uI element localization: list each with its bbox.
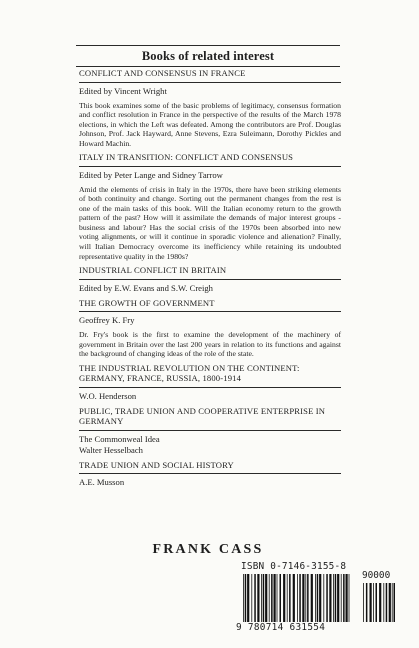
header-title: Books of related interest [141, 49, 275, 63]
book-byline: Edited by Peter Lange and Sidney Tarrow [79, 169, 223, 180]
barcode-bar [346, 574, 348, 622]
barcode-bar [392, 583, 393, 622]
book-title: CONFLICT AND CONSENSUS IN FRANCE [79, 68, 246, 78]
barcode-bar [305, 574, 306, 622]
isbn-number: ISBN 0-7146-3155-8 [241, 561, 347, 572]
barcode-bar [274, 574, 276, 622]
ean-barcode [242, 574, 352, 622]
book-entry [79, 298, 341, 359]
barcode-bar [277, 574, 278, 622]
book-title-rule [79, 473, 341, 474]
barcode-bar [337, 574, 339, 622]
addon-digits: 90000 [362, 570, 391, 581]
book-byline: Geoffrey K. Fry [79, 315, 135, 326]
barcode-bar [341, 574, 342, 622]
barcode-bar [271, 574, 273, 622]
barcode-bar [280, 574, 282, 622]
book-title: ITALY IN TRANSITION: CONFLICT AND CONSENSUS [79, 152, 294, 163]
book-title-rule [79, 279, 341, 280]
book-title: THE GROWTH OF GOVERNMENT [79, 297, 215, 308]
book-description: Amid the elements of crisis in Italy in the 1970s, there have been striking elements of both continuity and change. Sorting out the permanent changes from the rest is one of the main tasks of this book. Will the Italian economy return to the growth pattern of the past? How will it assimilate the demands of major interest groups - business and labour? Has the social crisis of the 1970s been absorbed into new voting alignments, or will it continue in sporadic violence and alienation? Finally, will Italian Democracy overcome its inefficiency while retaining its undoubted representative quality in the 1980s? [79, 184, 341, 261]
book-title-rule [79, 166, 341, 167]
barcode-bar [386, 583, 388, 622]
barcode-bar [265, 574, 267, 622]
book-title: THE INDUSTRIAL REVOLUTION ON THE CONTINENT: GERMANY, FRANCE, RUSSIA, 1800-1914 [79, 362, 300, 384]
barcode-bar [389, 583, 391, 622]
barcode-bar [315, 574, 316, 622]
book-description: Dr. Fry's book is the first to examine the development of the machinery of government in Britain over the last 200 years in relation to its functions and against the background of changing ideas of the role of the state. [79, 330, 341, 359]
barcode-bar [349, 574, 350, 622]
barcode-bar [247, 574, 249, 622]
barcode-bar [373, 583, 374, 622]
barcode-bar [293, 574, 295, 622]
header-top-rule [76, 45, 340, 46]
barcode-bar [383, 583, 384, 622]
barcode-bar [269, 574, 270, 622]
book-byline-secondary: Walter Hesselbach [79, 444, 143, 455]
book-entry [79, 152, 341, 261]
barcode-bar [370, 583, 372, 622]
barcode-bar [326, 574, 328, 622]
book-title: PUBLIC, TRADE UNION AND COOPERATIVE ENTERPRISE IN GERMANY [79, 405, 326, 427]
barcode-bar [311, 574, 313, 622]
barcode-bar [261, 574, 262, 622]
book-entry [79, 68, 341, 148]
book-title-rule [79, 387, 341, 388]
barcode-bar [283, 574, 285, 622]
barcode-bar [379, 583, 381, 622]
book-entry [79, 363, 341, 402]
barcode-bar [317, 574, 319, 622]
book-entry [79, 265, 341, 294]
barcode-bar [289, 574, 291, 622]
barcode-bar [299, 574, 301, 622]
publisher-name: FRANK CASS [152, 542, 264, 557]
barcode-bar [323, 574, 324, 622]
barcode-bar [376, 583, 378, 622]
barcode-bar [394, 583, 396, 622]
header-bottom-rule [76, 66, 340, 67]
barcode-bar [245, 574, 247, 622]
book-list [79, 68, 341, 492]
book-byline: The Commonweal Idea [79, 433, 160, 444]
barcode-bar [329, 574, 331, 622]
barcode-bar [307, 574, 309, 622]
barcode-bar [287, 574, 288, 622]
barcode-bar [257, 574, 259, 622]
barcode-bar [263, 574, 265, 622]
ean-digits: 9 780714 631554 [236, 622, 326, 633]
book-entry [79, 406, 341, 456]
book-title-rule [79, 311, 341, 312]
barcode-bar [302, 574, 304, 622]
book-title: INDUSTRIAL CONFLICT IN BRITAIN [79, 265, 227, 276]
barcode-bar [254, 574, 256, 622]
barcode-bar [297, 574, 298, 622]
book-description: This book examines some of the basic problems of legitimacy, consensus formation and conflict resolution in France in the perspective of the results of the March 1978 elections, in which the Left was defeated. Among the contributors are Prof. Douglas Johnson, Prof. Jack Hayward, Anne Stevens, Ezra Suleimann, Dorothy Pickles and Howard Machin. [79, 100, 341, 148]
book-entry [79, 460, 341, 489]
book-title-rule [79, 82, 341, 83]
book-byline: A.E. Musson [79, 477, 125, 488]
book-byline: Edited by E.W. Evans and S.W. Creigh [79, 282, 213, 293]
barcode-bar [319, 574, 321, 622]
barcode-bar [343, 574, 345, 622]
barcode-bar [335, 574, 337, 622]
book-title: TRADE UNION AND SOCIAL HISTORY [79, 459, 234, 470]
barcode-bar [243, 574, 244, 622]
barcode-bar [333, 574, 334, 622]
barcode-bar [251, 574, 252, 622]
barcode-bar [363, 583, 364, 622]
barcode-bar [366, 583, 368, 622]
book-title-rule [79, 430, 341, 431]
book-byline: Edited by Vincent Wright [79, 85, 167, 96]
addon-barcode [362, 583, 400, 622]
book-byline: W.O. Henderson [79, 390, 137, 401]
